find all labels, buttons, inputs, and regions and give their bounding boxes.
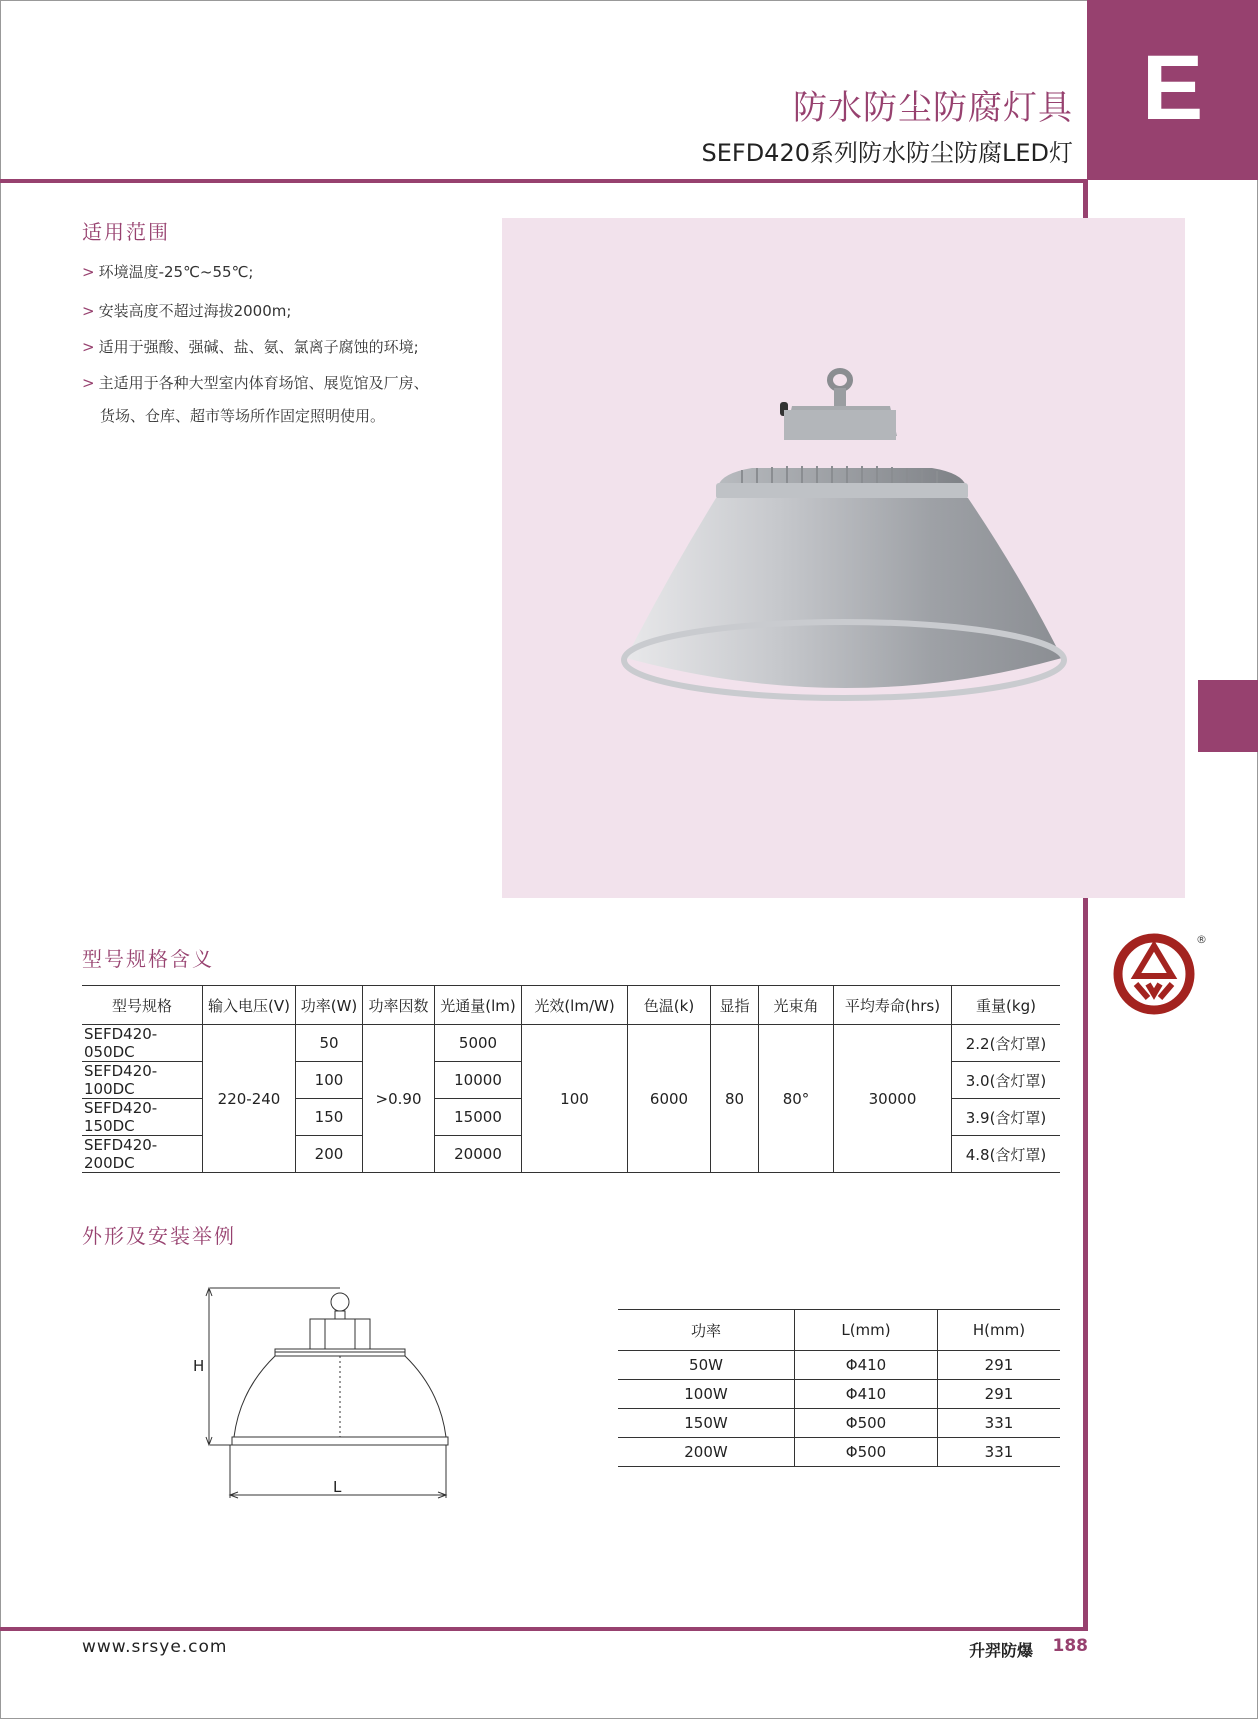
power-cell: 50W [618, 1351, 795, 1380]
section-letter: E [1141, 37, 1204, 139]
height-cell: 291 [938, 1351, 1061, 1380]
specs-table [82, 985, 1060, 1173]
bullet-marker: > [82, 338, 95, 356]
weight-cell: 3.9(含灯罩) [952, 1099, 1061, 1136]
color-temp-cell: 6000 [628, 1025, 711, 1173]
height-cell: 331 [938, 1409, 1061, 1438]
col-header: 功率(W) [296, 986, 363, 1025]
table-row [618, 1409, 1060, 1438]
length-cell: Φ500 [795, 1409, 938, 1438]
bottom-divider [0, 1627, 1087, 1631]
col-header: 平均寿命(hrs) [834, 986, 952, 1025]
col-header: 光束角 [759, 986, 834, 1025]
page-subtitle: SEFD420系列防水防尘防腐LED灯 [701, 139, 1073, 167]
flux-cell: 10000 [435, 1062, 522, 1099]
bullet-marker: > [82, 263, 95, 281]
power-cell: 200 [296, 1136, 363, 1173]
power-cell: 100W [618, 1380, 795, 1409]
brand-logo-icon [1112, 932, 1196, 1016]
efficacy-cell: 100 [522, 1025, 628, 1173]
power-cell: 100 [296, 1062, 363, 1099]
bullet-marker: > [82, 302, 95, 320]
model-spec-heading: 型号规格含义 [82, 947, 214, 971]
scope-item [82, 300, 291, 321]
model-cell: SEFD420-150DC [82, 1099, 203, 1136]
col-header: 光效(lm/W) [522, 986, 628, 1025]
power-cell: 200W [618, 1438, 795, 1467]
dimensions-table [618, 1309, 1060, 1467]
product-photo [502, 218, 1185, 898]
flux-cell: 5000 [435, 1025, 522, 1062]
power-factor-cell: >0.90 [363, 1025, 435, 1173]
power-cell: 150W [618, 1409, 795, 1438]
flux-cell: 15000 [435, 1099, 522, 1136]
col-header: 色温(k) [628, 986, 711, 1025]
scope-item-text: 环境温度-25℃~55℃; [98, 263, 254, 281]
footer-url[interactable]: www.srsye.com [82, 1637, 228, 1657]
scope-heading: 适用范围 [82, 220, 170, 244]
scope-item [82, 261, 253, 282]
dimension-drawing [190, 1280, 460, 1510]
bullet-marker: > [82, 374, 95, 392]
flux-cell: 20000 [435, 1136, 522, 1173]
model-cell: SEFD420-100DC [82, 1062, 203, 1099]
col-header: 显指 [711, 986, 759, 1025]
cri-cell: 80 [711, 1025, 759, 1173]
power-cell: 150 [296, 1099, 363, 1136]
length-cell: Φ410 [795, 1380, 938, 1409]
side-tab-marker [1198, 680, 1258, 752]
scope-item-text: 安装高度不超过海拔2000m; [98, 302, 292, 320]
col-header: 光通量(lm) [435, 986, 522, 1025]
height-cell: 291 [938, 1380, 1061, 1409]
scope-item-continuation: 货场、仓库、超市等场所作固定照明使用。 [100, 407, 386, 425]
power-cell: 50 [296, 1025, 363, 1062]
col-header: 功率 [618, 1310, 795, 1351]
model-cell: SEFD420-200DC [82, 1136, 203, 1173]
col-header: 功率因数 [363, 986, 435, 1025]
voltage-cell: 220-240 [203, 1025, 296, 1173]
registered-mark: ® [1196, 933, 1207, 946]
col-header: L(mm) [795, 1310, 938, 1351]
scope-item-text: 主适用于各种大型室内体育场馆、展览馆及厂房、 [98, 374, 429, 392]
weight-cell: 4.8(含灯罩) [952, 1136, 1061, 1173]
high-bay-lamp-icon [502, 218, 1185, 898]
scope-item [82, 372, 429, 393]
table-header-row [82, 986, 1060, 1025]
weight-cell: 2.2(含灯罩) [952, 1025, 1061, 1062]
top-divider [0, 179, 1087, 183]
table-row [82, 1025, 1060, 1062]
length-cell: Φ500 [795, 1438, 938, 1467]
beam-angle-cell: 80° [759, 1025, 834, 1173]
col-header: 输入电压(V) [203, 986, 296, 1025]
height-label: H [193, 1357, 205, 1375]
col-header: 重量(kg) [952, 986, 1061, 1025]
model-cell: SEFD420-050DC [82, 1025, 203, 1062]
page-number: 188 [1052, 1636, 1088, 1656]
footer-brand: 升羿防爆 [968, 1641, 1033, 1660]
table-row [618, 1351, 1060, 1380]
length-cell: Φ410 [795, 1351, 938, 1380]
shape-install-heading: 外形及安装举例 [82, 1224, 236, 1248]
table-header-row [618, 1310, 1060, 1351]
weight-cell: 3.0(含灯罩) [952, 1062, 1061, 1099]
page-title: 防水防尘防腐灯具 [793, 88, 1073, 128]
table-row [618, 1380, 1060, 1409]
col-header: 型号规格 [82, 986, 203, 1025]
scope-item-text: 适用于强酸、强碱、盐、氨、氯离子腐蚀的环境; [98, 338, 419, 356]
life-cell: 30000 [834, 1025, 952, 1173]
col-header: H(mm) [938, 1310, 1061, 1351]
scope-item [82, 336, 419, 357]
table-row [618, 1438, 1060, 1467]
height-cell: 331 [938, 1438, 1061, 1467]
length-label: L [333, 1478, 342, 1496]
